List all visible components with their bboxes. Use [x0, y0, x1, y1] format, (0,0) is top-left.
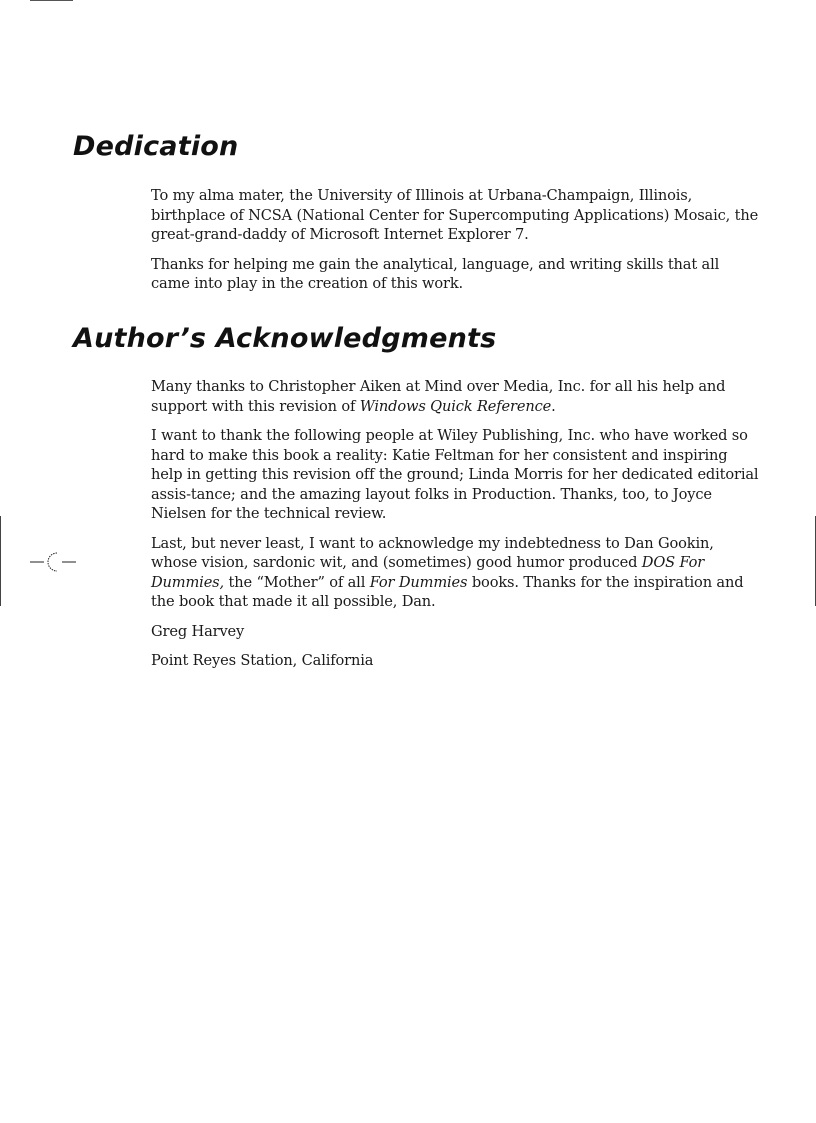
acknowledgments-section — [151, 377, 761, 681]
dedication-paragraph-1: To my alma mater, the University of Illinois at Urbana-Champaign, Illinois, birthplace of NCSA (National Center for Supercomputing Applications) Mosaic, the great-grand-daddy of Microsoft Internet Explorer 7. — [151, 187, 759, 243]
registration-mark-icon — [30, 550, 76, 574]
ack-p1-text-before: Many thanks to Christopher Aiken at Mind over Media, Inc. for all his help and support with this revision of — [151, 378, 726, 415]
signature-name: Greg Harvey — [151, 622, 245, 640]
acknowledgments-paragraph-3 — [151, 534, 761, 612]
book-title-windows-quick-reference: Windows Quick Reference — [359, 397, 552, 415]
acknowledgments-paragraph-2: I want to thank the following people at Wiley Publishing, Inc. who have worked so hard to make this book a reality: Katie Feltman for her consistent and inspiring help in getting this revision off the ground; Linda Morris for her dedicated editorial assis-tance; and the amazing layout folks in Production. Thanks, too, to Joyce Nielsen for the technical review. — [151, 427, 759, 522]
ack-p3-text-after: books. Thanks for the inspiration and the book that made it all possible, Dan. — [151, 573, 744, 610]
dedication-heading: Dedication — [73, 131, 239, 162]
top-rule — [30, 0, 73, 1]
ack-p1-text-after: . — [551, 397, 556, 415]
book-title-dos-for-dummies: DOS For Dummies, — [151, 554, 705, 591]
acknowledgments-heading: Author’s Acknowledgments — [73, 323, 497, 354]
acknowledgments-paragraph-1 — [151, 377, 761, 416]
ack-p3-text-middle: the “Mother” of all — [224, 573, 370, 591]
series-title-for-dummies: For Dummies — [369, 573, 468, 591]
dedication-paragraph-2: Thanks for helping me gain the analytical, language, and writing skills that all came into play in the creation of this work. — [151, 255, 720, 292]
signature-place: Point Reyes Station, California — [151, 652, 374, 669]
dedication-section — [151, 186, 761, 304]
left-margin-rule — [0, 516, 1, 606]
ack-p3-text-before: Last, but never least, I want to acknowledge my indebtedness to Dan Gookin, whose vision, sardonic wit, and (sometimes) good humor produced — [151, 534, 714, 571]
